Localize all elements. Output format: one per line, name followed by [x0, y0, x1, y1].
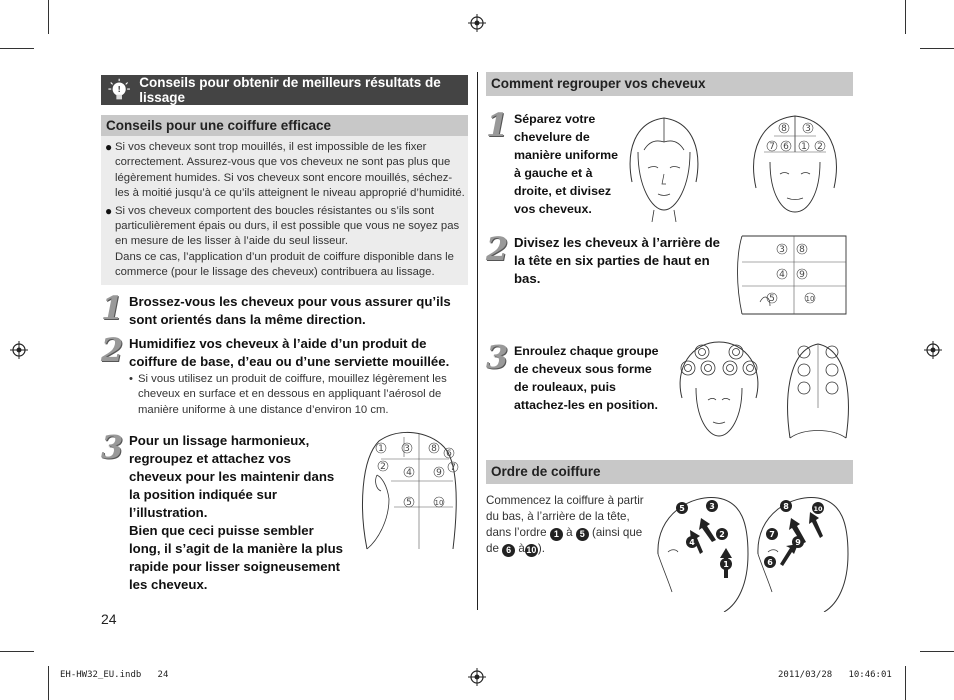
face-front-illustration: [624, 112, 704, 222]
tips-heading: Conseils pour une coiffure efficace: [101, 115, 468, 136]
crop-mark: [48, 0, 49, 34]
step-text: Pour un lissage harmonieux, regroupez et attachez vos cheveux pour les maintenir dans la position indiquée sur l’illustration. Bien que ceci puisse sembler long, il s’agit de la manière la plus rapide pour lisser soigneusement les cheveux.: [129, 433, 343, 593]
step-number: 3: [101, 428, 124, 467]
styling-order-illustration: [652, 494, 852, 612]
step-3: [486, 338, 853, 460]
order-heading: Ordre de coiffure: [486, 460, 853, 484]
step-1: [101, 288, 468, 329]
step-1: [486, 106, 853, 228]
step-text: Humidifiez vos cheveux à l’aide d’un produit de coiffure de base, d’eau ou d’une serviette mouillée.: [129, 335, 450, 369]
hair-sections-illustration: [349, 429, 464, 551]
svg-text:3: 3: [709, 502, 715, 511]
crop-mark: [48, 666, 49, 700]
bullet-icon: ●: [105, 203, 113, 218]
number-badge: 5: [576, 528, 589, 541]
svg-text:6: 6: [767, 558, 773, 567]
svg-text:2: 2: [817, 142, 823, 152]
bullet-icon: ●: [105, 140, 113, 154]
svg-text:3: 3: [404, 444, 410, 455]
footer-timestamp: 2011/03/28 10:46:01: [778, 670, 892, 680]
svg-text:7: 7: [769, 530, 775, 539]
svg-text:8: 8: [783, 502, 789, 511]
step-text: Séparez votre chevelure de manière uniforme à gauche et à droite, et divisez vos cheveux.: [514, 112, 618, 216]
svg-text:7: 7: [450, 463, 456, 474]
number-badge: 1: [550, 528, 563, 541]
registration-mark-icon: [10, 341, 28, 359]
step-number: 1: [101, 288, 124, 327]
svg-text:6: 6: [446, 449, 452, 460]
svg-text:2: 2: [380, 462, 386, 473]
registration-mark-icon: [468, 14, 486, 32]
tips-extra: Dans ce cas, l’application d’un produit de coiffure disponible dans le commerce (pour le lissage des cheveux) contribuera au lissage.: [115, 250, 454, 279]
tips-banner-title: Conseils pour obtenir de meilleurs résultats de lissage: [139, 75, 441, 105]
svg-text:6: 6: [783, 142, 789, 152]
page-number: 24: [101, 611, 117, 627]
face-sections-illustration: [742, 112, 848, 222]
step-2: [101, 330, 468, 419]
svg-text:7: 7: [769, 142, 775, 152]
back-of-head-illustration: [736, 226, 851, 321]
svg-text:8: 8: [431, 444, 437, 455]
svg-text:5: 5: [769, 294, 775, 304]
svg-text:4: 4: [406, 468, 412, 479]
svg-text:4: 4: [779, 270, 785, 280]
svg-text:8: 8: [799, 245, 805, 255]
svg-text:9: 9: [799, 270, 805, 280]
svg-text:5: 5: [679, 504, 685, 513]
svg-text:9: 9: [795, 538, 801, 547]
svg-text:10: 10: [805, 295, 815, 303]
list-item: ● Si vos cheveux sont trop mouillés, il est impossible de les fixer correctement. Assurez-vous que vos cheveux ne sont pas plus que légèrement humides. Si vos cheveux sont encore mouillés, séchez-les à moitié jusqu’à ce qu’ils atteignent le niveau approprié d’humidité.: [105, 140, 465, 202]
step-number: 2: [486, 230, 509, 268]
order-section: [486, 484, 853, 614]
order-text: Commencez la coiffure à partir du bas, à l’arrière de la tête, dans l’ordre 1 à 5 (ainsi que de 6 à10 ).: [486, 494, 644, 555]
step-number: 2: [101, 330, 124, 369]
column-divider: [477, 72, 478, 610]
grouping-heading: Comment regrouper vos cheveux: [486, 72, 853, 96]
rollers-back-illustration: [784, 338, 852, 444]
left-column: [101, 72, 468, 594]
step-number: 3: [486, 338, 509, 376]
list-item: • Si vous utilisez un produit de coiffure, mouillez légèrement les cheveux en surface et en dessous en appliquant l’aérosol de manière uniforme à une distance d’environ 10 cm.: [129, 372, 447, 416]
svg-text:4: 4: [689, 538, 695, 547]
svg-text:10: 10: [813, 505, 823, 513]
number-badge: 10: [526, 545, 537, 555]
step-2: [486, 230, 853, 342]
crop-mark: [920, 48, 954, 49]
crop-mark: [905, 666, 906, 700]
right-column: [486, 72, 853, 614]
step-3: [101, 428, 468, 594]
svg-text:!: !: [117, 84, 121, 94]
step-number: 1: [486, 106, 509, 144]
svg-text:10: 10: [434, 499, 444, 508]
registration-mark-icon: [924, 341, 942, 359]
crop-mark: [0, 651, 34, 652]
step-text: Enroulez chaque groupe de cheveux sous forme de rouleaux, puis attachez-les en position.: [514, 344, 659, 412]
svg-text:1: 1: [801, 142, 807, 152]
step-text: Divisez les cheveux à l’arrière de la tête en six parties de haut en bas.: [514, 235, 720, 286]
svg-text:3: 3: [805, 124, 811, 134]
crop-mark: [905, 0, 906, 34]
tips-banner: [101, 75, 468, 105]
lightbulb-hand-icon: [107, 77, 133, 103]
tips-box: [101, 136, 468, 285]
svg-text:5: 5: [406, 498, 412, 509]
svg-text:3: 3: [779, 245, 785, 255]
svg-text:1: 1: [723, 560, 729, 569]
rollers-front-illustration: [674, 338, 764, 444]
list-item: ● Si vos cheveux comportent des boucles résistantes ou s’ils sont particulièrement épais ou durs, il est possible que vous ne soyez pas en mesure de les lisser à l’aide du seul lisseur.: [105, 204, 465, 250]
svg-text:2: 2: [719, 530, 725, 539]
crop-mark: [920, 651, 954, 652]
footer-file: EH-HW32_EU.indb 24: [60, 670, 169, 680]
crop-mark: [0, 48, 34, 49]
svg-text:8: 8: [781, 124, 787, 134]
svg-text:9: 9: [436, 468, 442, 479]
step-text: Brossez-vous les cheveux pour vous assurer qu’ils sont orientés dans la même direction.: [129, 293, 451, 327]
number-badge: 6: [502, 544, 515, 557]
registration-mark-icon: [468, 668, 486, 686]
svg-text:1: 1: [378, 444, 384, 455]
